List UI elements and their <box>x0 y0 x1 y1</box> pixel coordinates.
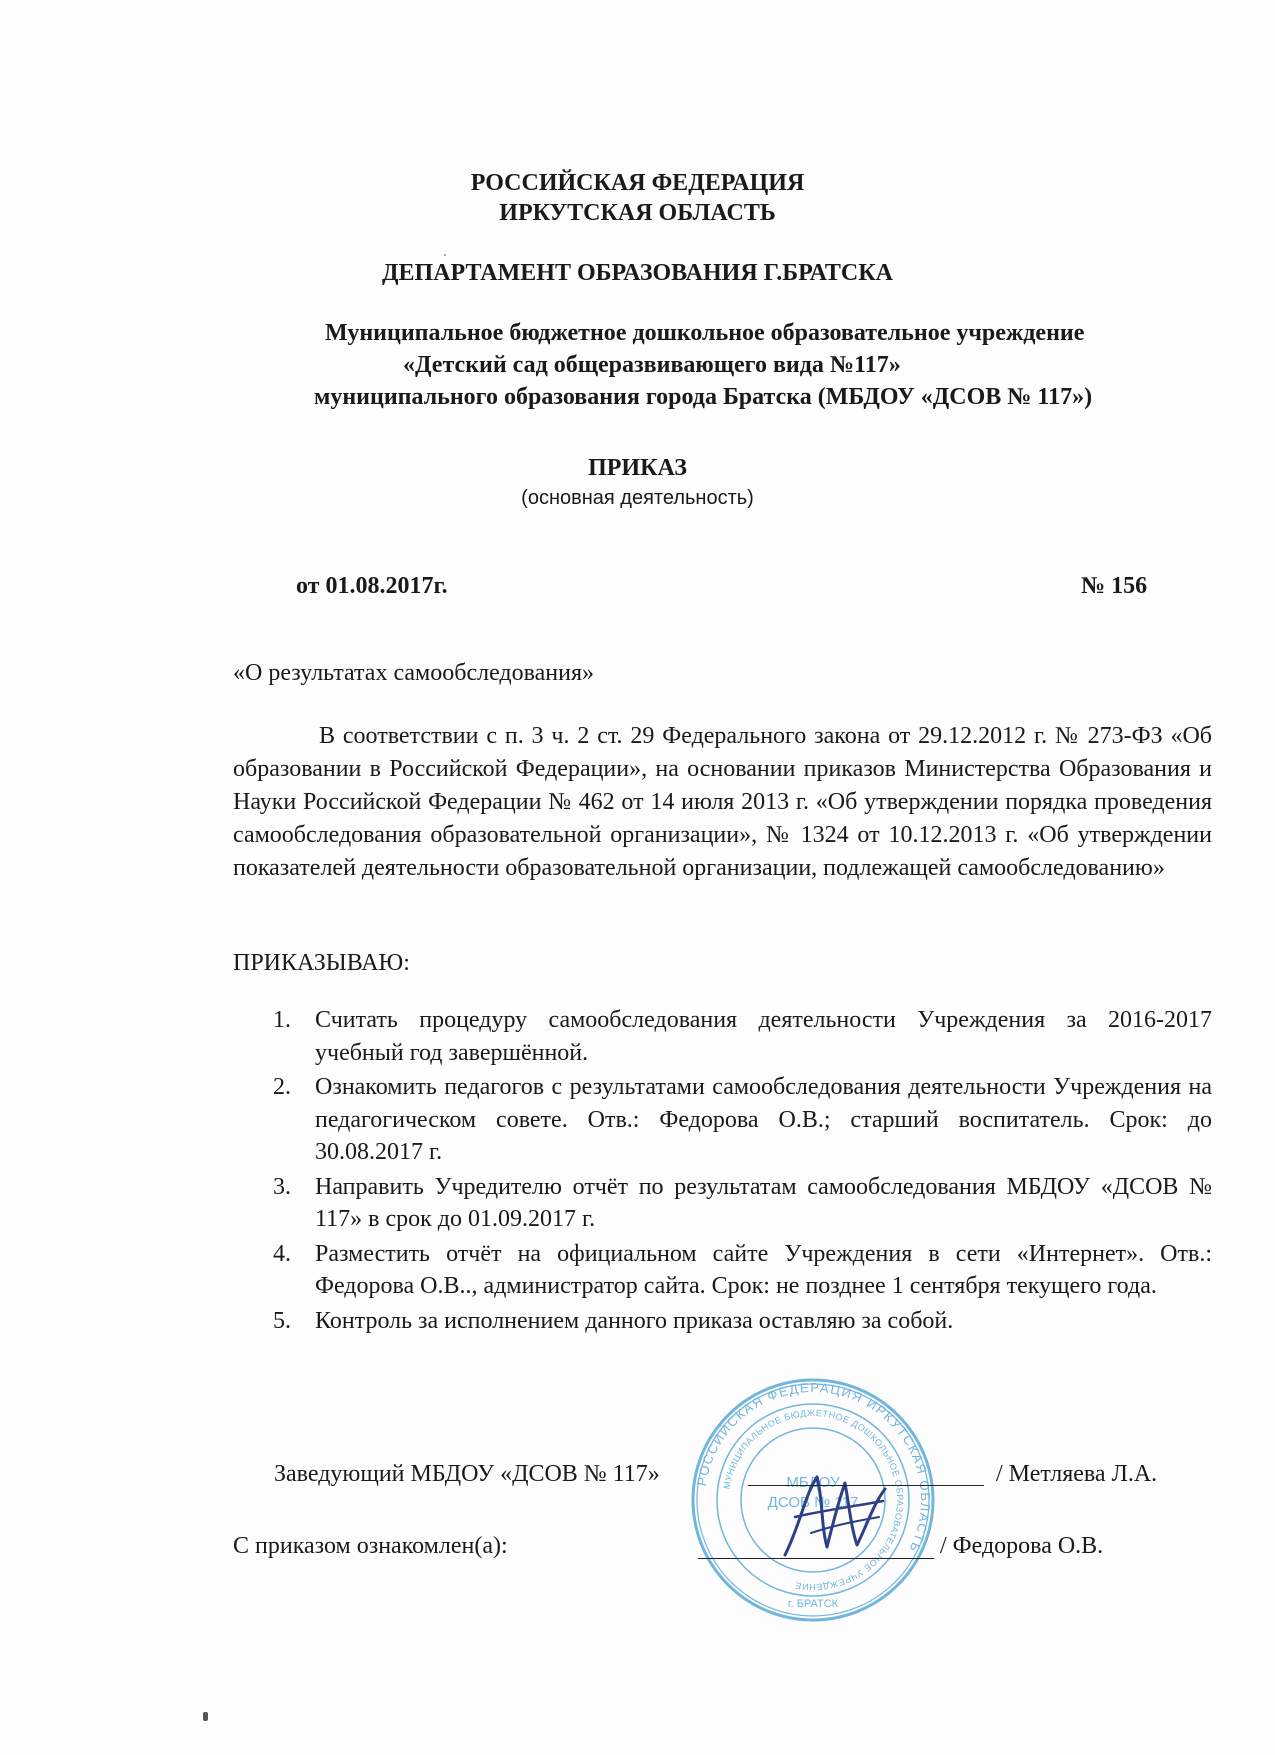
preamble-paragraph: В соответствии с п. 3 ч. 2 ст. 29 Федерального закона от 29.12.2012 г. № 273-ФЗ «Об образовании в Российской Федерации», на основании приказов Министерства Образования и Науки Российской Федерации № 462 от 14 июля 2013 г. «Об утверждении порядка проведения самообследования образовательной организации», № 1324 от 10.12.2013 г. «Об утверждении показателей деятельности образовательной организации, подлежащей самообследованию» <box>233 723 1212 881</box>
order-title: ПРИКАЗ <box>588 455 687 481</box>
list-item-number: 5. <box>273 1307 291 1334</box>
stamp-outer-text: РОССИЙСКАЯ ФЕДЕРАЦИЯ ИРКУТСКАЯ ОБЛАСТЬ <box>693 1379 934 1556</box>
stamp-center-line-1: МБДОУ <box>786 1474 840 1491</box>
ack-label: С приказом ознакомлен(а): <box>233 1533 508 1559</box>
list-item-text: Контроль за исполнением данного приказа оставляю за собой. <box>315 1307 954 1334</box>
list-item-number: 3. <box>273 1173 291 1200</box>
list-item-number: 1. <box>273 1007 291 1033</box>
signature-scribble <box>775 1455 895 1575</box>
head-signature-label: Заведующий МБДОУ «ДСОВ № 117» <box>274 1461 660 1487</box>
stamp-inner-text: МУНИЦИПАЛЬНОЕ БЮДЖЕТНОЕ ДОШКОЛЬНОЕ ОБРАЗОВАТЕЛЬНОЕ УЧРЕЖДЕНИЕ <box>721 1407 906 1593</box>
institution-line-1: Муниципальное бюджетное дошкольное образовательное учреждение <box>325 320 1085 346</box>
ack-signature-name: / Федорова О.В. <box>940 1533 1104 1559</box>
order-date: от 01.08.2017г. <box>296 573 448 599</box>
institution-line-3: муниципального образования города Братска (МБДОУ «ДСОВ № 117») <box>314 384 1093 410</box>
header-country: РОССИЙСКАЯ ФЕДЕРАЦИЯ <box>470 170 805 196</box>
list-item <box>233 1305 1212 1338</box>
list-item-text: Считать процедуру самообследования деятельности Учреждения за 2016-2017 учебный год завершённой. <box>315 1007 1212 1066</box>
header-region: ИРКУТСКАЯ ОБЛАСТЬ <box>499 200 776 226</box>
institution-line-2: «Детский сад общеразвивающего вида №117» <box>403 352 901 378</box>
scan-speck <box>444 254 446 256</box>
list-item <box>233 1004 1212 1069</box>
stamp-center-line-2: ДСОВ № 117 <box>767 1494 859 1511</box>
list-item-text: Ознакомить педагогов с результатами самообследования деятельности Учреждения на педагогическом совете. Отв.: Федорова О.В.; старший воспитатель. Срок: до 30.08.2017 г. <box>315 1074 1212 1165</box>
list-item-number: 2. <box>273 1074 291 1100</box>
list-item <box>233 1171 1212 1236</box>
head-signature-line <box>748 1485 984 1486</box>
order-subtitle: (основная деятельность) <box>521 487 754 509</box>
list-item <box>233 1071 1212 1169</box>
list-item <box>233 1238 1212 1303</box>
list-item-number: 4. <box>273 1240 291 1267</box>
list-item-text: Разместить отчёт на официальном сайте Учреждения в сети «Интернет». Отв.: Федорова О.В.., администратор сайта. Срок: не позднее 1 сентября текущего года. <box>315 1240 1212 1299</box>
scan-speck <box>203 1712 208 1721</box>
stamp-bottom-text: г. БРАТСК <box>787 1598 839 1610</box>
head-signature-name: / Метляева Л.А. <box>996 1461 1158 1487</box>
order-subject: «О результатах самообследования» <box>233 660 595 686</box>
order-number: № 156 <box>1081 573 1148 599</box>
decree-heading: ПРИКАЗЫВАЮ: <box>233 950 410 976</box>
header-department: ДЕПАРТАМЕНТ ОБРАЗОВАНИЯ Г.БРАТСКА <box>382 260 893 286</box>
list-item-text: Направить Учредителю отчёт по результатам самообследования МБДОУ «ДСОВ № 117» в срок до 01.09.2017 г. <box>315 1173 1212 1232</box>
ack-signature-line <box>698 1558 934 1559</box>
order-items-list <box>233 1004 1212 1337</box>
